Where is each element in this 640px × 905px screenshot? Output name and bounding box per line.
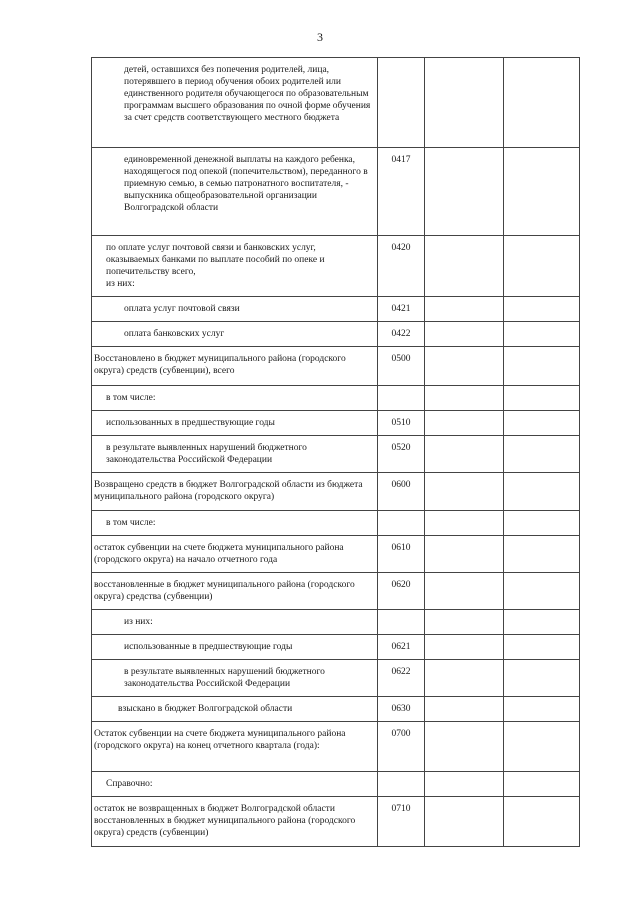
value-cell — [425, 411, 504, 436]
table-row — [92, 411, 580, 436]
row-code: 0620 — [391, 580, 411, 590]
value-cell — [425, 722, 504, 772]
row-label: в результате выявленных нарушений бюджетного законодательства Российской Федерации — [106, 443, 307, 465]
value-cell — [425, 386, 504, 411]
row-code: 0600 — [391, 480, 411, 490]
table-row — [92, 697, 580, 722]
row-label: оплата услуг почтовой связи — [124, 304, 240, 314]
row-label: использованных в предшествующие годы — [106, 418, 275, 428]
table-row — [92, 797, 580, 847]
row-label: остаток субвенции на счете бюджета муниципального района (городского округа) на начало отчетного года — [94, 543, 344, 565]
row-label: Остаток субвенции на счете бюджета муниципального района (городского округа) на конец отчетного квартала (года): — [94, 729, 346, 751]
value-cell — [504, 386, 580, 411]
value-cell — [504, 411, 580, 436]
value-cell — [504, 573, 580, 610]
value-cell — [504, 148, 580, 236]
row-code: 0621 — [391, 642, 411, 652]
value-cell — [425, 635, 504, 660]
value-cell — [425, 236, 504, 297]
row-label: единовременной денежной выплаты на каждого ребенка, находящегося под опекой (попечительством), переданного в приемную семью, в семью патронатного воспитателя, - выпускника общеобразовательной организации Волгоградской области — [124, 155, 368, 213]
value-cell — [504, 236, 580, 297]
row-label: в том числе: — [106, 518, 156, 528]
value-cell — [504, 610, 580, 635]
row-label: восстановленные в бюджет муниципального района (городского округа) средства (субвенции) — [94, 580, 355, 602]
row-label: Справочно: — [106, 779, 153, 789]
row-code: 0417 — [391, 155, 411, 165]
value-cell — [504, 536, 580, 573]
value-cell — [504, 511, 580, 536]
row-label: по оплате услуг почтовой связи и банковских услуг, оказываемых банками по выплате пособий по опеке и попечительству всего, из них: — [106, 243, 325, 289]
row-code: 0520 — [391, 443, 411, 453]
table-row — [92, 148, 580, 236]
row-code: 0710 — [391, 804, 411, 814]
value-cell — [425, 573, 504, 610]
row-code — [378, 511, 424, 517]
value-cell — [504, 473, 580, 511]
row-label: в результате выявленных нарушений бюджетного законодательства Российской Федерации — [124, 667, 325, 689]
table-row — [92, 297, 580, 322]
value-cell — [425, 322, 504, 347]
value-cell — [504, 436, 580, 473]
value-cell — [504, 322, 580, 347]
table-row — [92, 322, 580, 347]
value-cell — [425, 347, 504, 386]
table-row — [92, 722, 580, 772]
table-row — [92, 536, 580, 573]
value-cell — [504, 797, 580, 847]
row-code: 0500 — [391, 354, 411, 364]
row-code: 0420 — [391, 243, 411, 253]
row-label: из них: — [124, 617, 153, 627]
row-label: Восстановлено в бюджет муниципального района (городского округа) средств (субвенции), всего — [94, 354, 346, 376]
value-cell — [425, 436, 504, 473]
value-cell — [425, 660, 504, 697]
value-cell — [504, 347, 580, 386]
value-cell — [425, 148, 504, 236]
value-cell — [504, 660, 580, 697]
value-cell — [504, 58, 580, 148]
table-row — [92, 511, 580, 536]
row-code — [378, 772, 424, 778]
value-cell — [425, 536, 504, 573]
row-code: 0622 — [391, 667, 411, 677]
table-row — [92, 436, 580, 473]
table-row — [92, 236, 580, 297]
value-cell — [504, 722, 580, 772]
value-cell — [504, 635, 580, 660]
row-code: 0422 — [391, 329, 411, 339]
row-label: оплата банковских услуг — [124, 329, 225, 339]
table-row — [92, 386, 580, 411]
page-number: 3 — [317, 30, 323, 44]
value-cell — [504, 697, 580, 722]
table-row — [92, 610, 580, 635]
row-code: 0510 — [391, 418, 411, 428]
row-code — [378, 386, 424, 392]
value-cell — [425, 772, 504, 797]
row-label: взыскано в бюджет Волгоградской области — [118, 704, 293, 714]
value-cell — [425, 58, 504, 148]
table-row — [92, 473, 580, 511]
value-cell — [425, 797, 504, 847]
row-code — [378, 58, 424, 64]
value-cell — [504, 772, 580, 797]
row-label: в том числе: — [106, 393, 156, 403]
row-code: 0421 — [391, 304, 411, 314]
table-row — [92, 660, 580, 697]
table-row — [92, 573, 580, 610]
value-cell — [425, 697, 504, 722]
row-label: детей, оставшихся без попечения родителей, лица, потерявшего в период обучения обоих родителей или единственного родителя обучающегося по образовательным программам высшего образования по очной форме обучения за счет средств соответствующего местного бюджета — [124, 65, 371, 123]
value-cell — [425, 610, 504, 635]
row-code — [378, 610, 424, 616]
row-label: остаток не возвращенных в бюджет Волгоградской области восстановленных в бюджет муниципального района (городского округа) средств (субвенции) — [94, 804, 356, 838]
value-cell — [425, 473, 504, 511]
row-code: 0610 — [391, 543, 411, 553]
row-code: 0630 — [391, 704, 411, 714]
table-row — [92, 347, 580, 386]
row-code: 0700 — [391, 729, 411, 739]
value-cell — [425, 511, 504, 536]
table-row — [92, 635, 580, 660]
value-cell — [425, 297, 504, 322]
table-row — [92, 772, 580, 797]
table-row — [92, 58, 580, 148]
row-label: использованные в предшествующие годы — [124, 642, 293, 652]
value-cell — [504, 297, 580, 322]
report-table — [91, 57, 580, 847]
row-label: Возвращено средств в бюджет Волгоградской области из бюджета муниципального района (городского округа) — [94, 480, 363, 502]
